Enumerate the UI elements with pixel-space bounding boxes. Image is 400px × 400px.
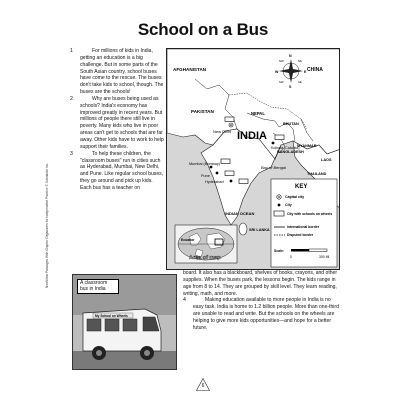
map-key (271, 179, 337, 267)
compass-n: N (289, 54, 292, 58)
compass-w: W (275, 70, 279, 74)
paragraph-number: 4 (183, 297, 186, 304)
label-nepal: NEPAL (251, 111, 265, 116)
right-column (183, 270, 339, 332)
key-disputed-label: Disputed border (287, 233, 314, 237)
compass-nw: NW (279, 59, 284, 63)
left-column (70, 48, 164, 192)
key-title: KEY (295, 184, 308, 190)
paragraph-number: 2 (70, 95, 73, 102)
paragraph-number: 1 (70, 48, 73, 54)
compass-ne: NE (298, 59, 302, 63)
page-number-text: 6 (201, 383, 205, 389)
label-kolkata: Kolkata (Calcutta) (271, 146, 300, 150)
bus-photo (72, 274, 177, 370)
label-hyderabad: Hyderabad (205, 180, 224, 184)
city-marker (216, 172, 219, 175)
paragraph-3-continued: board. It also has a blackboard, shelves of books, crayons, and other supplies. When the buses park, the lessons begin. The kids range in age from 8 to 14. They are grouped by skill level. They learn reading, writing, math, and more. (183, 270, 338, 297)
photo-caption: A classroom bus in India (77, 279, 119, 294)
label-laos: LAOS (321, 158, 332, 162)
key-scale-label: Scale: (274, 249, 284, 253)
paragraph-text: To help these children, the "classroom buses" run in cities such as Hyderabad, Mumbai, New Delhi, and Pune. Like regular school buses, they go around and pick up kids. Each bus has a teacher on (80, 150, 164, 191)
label-bhutan: BHUTAN (283, 122, 299, 126)
paragraph-text: Making education available to more people in India is no easy task. India is home to 1.2 billion people. More than one-third are unable to read and write. But the schools on the wheels are helping to give more kids opportunities—and hope for a better future. (193, 297, 339, 331)
bus-sign: My School on Wheels (95, 314, 128, 318)
label-mumbai: Mumbai (Bombay) (189, 162, 221, 166)
label-afghanistan: AFGHANISTAN (173, 67, 207, 72)
label-new-delhi: New Delhi (213, 129, 232, 134)
paragraph (70, 96, 164, 151)
city-marker (210, 166, 213, 169)
page-number (196, 378, 210, 391)
label-pune: Pune (201, 174, 210, 178)
india-map (166, 48, 340, 270)
paragraph-text: For millions of kids in India, getting an education is a big challenge. But in some parts of the South Asian country, school buses have come to the rescue. The buses don't take kids to school, though. The buses are the schools! (80, 48, 164, 96)
key-scale-0: 0 (290, 255, 292, 259)
paragraph-number: 3 (70, 150, 73, 157)
side-credit: Nonfiction Passages With Graphic Organizers for Independent Practice © Scholastic Inc. (45, 162, 49, 288)
label-indian-ocean: INDIAN OCEAN (225, 211, 255, 216)
label-bay-of-bengal: Bay of Bengal (261, 165, 286, 170)
compass-e: E (304, 70, 307, 74)
key-buses-label: City with schools on wheels (287, 212, 333, 216)
compass-sw: SW (279, 80, 284, 84)
paragraph (70, 151, 164, 192)
label-bangladesh: BANGLADESH (277, 150, 304, 154)
compass-s: S (289, 85, 292, 89)
map-drawing (167, 49, 340, 270)
label-area-of-map: Area of map (189, 255, 221, 261)
city-marker (230, 180, 233, 183)
key-intl-label: International border (287, 225, 320, 229)
paragraph-text: Why are buses being used as schools? India's economy has improved greatly in recent years. But millions of people there still live in poverty. Many kids who live in poor areas can't get to schools that are far away. Other kids have to work to help support their families. (80, 95, 164, 150)
city-marker (272, 142, 275, 145)
key-city-label: City (285, 203, 292, 207)
key-capital-label: Capital city (285, 195, 305, 199)
label-sri-lanka: SRI LANKA (249, 228, 270, 232)
paragraph (70, 48, 164, 96)
worksheet-page (45, 8, 348, 392)
key-scale-300: 300 MI (319, 255, 330, 259)
label-thailand: THAILAND (307, 172, 327, 176)
label-ecuador: Ecuador (181, 238, 195, 242)
compass-se: SE (298, 80, 302, 84)
label-pakistan: PAKISTAN (191, 109, 214, 114)
page-title: School on a Bus (137, 20, 269, 39)
label-myanmar: MYANMAR (297, 144, 317, 148)
label-india: INDIA (237, 130, 267, 142)
paragraph (183, 297, 339, 331)
label-china: CHINA (307, 67, 323, 73)
